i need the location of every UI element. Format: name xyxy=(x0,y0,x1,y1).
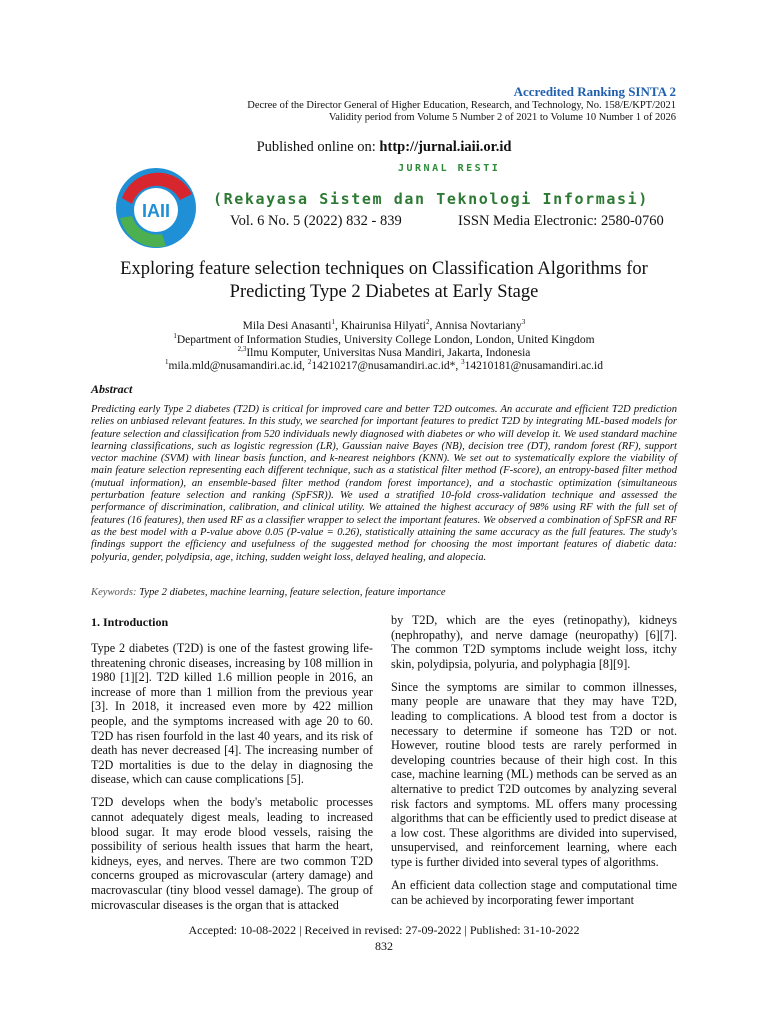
published-prefix: Published online on: xyxy=(256,139,380,155)
author-sup: 2 xyxy=(426,318,430,326)
iaii-logo xyxy=(108,160,204,256)
affiliation-text: Ilmu Komputer, Universitas Nusa Mandiri, Jakarta, Indonesia xyxy=(246,346,531,359)
publication-dates: Accepted: 10-08-2022 | Received in revised: 27-09-2022 | Published: 31-10-2022 xyxy=(188,923,580,937)
ranking-label: Accredited Ranking SINTA 2 xyxy=(513,84,676,99)
affiliation-sup: 1 xyxy=(173,332,177,340)
journal-name: JURNAL RESTI xyxy=(398,163,501,174)
decree-line-1: Decree of the Director General of Higher Education, Research, and Technology, No. 158/E/KPT/2021 xyxy=(247,100,676,111)
abstract-heading: Abstract xyxy=(91,382,133,396)
affiliation-2 xyxy=(0,345,768,359)
email-sup: 2 xyxy=(307,358,312,366)
keywords-label: Keywords: xyxy=(91,587,140,598)
author-emails xyxy=(0,358,768,372)
email-link[interactable]: 14210217@nusamandiri.ac.id*, xyxy=(311,359,462,372)
author-name: , Khairunisa Hilyati xyxy=(334,319,426,332)
title-line-1: Exploring feature selection techniques on Classification Algorithms for xyxy=(120,259,648,279)
paragraph: An efficient data collection stage and computational time can be achieved by incorporating fewer important xyxy=(391,878,677,907)
author-sup: 3 xyxy=(521,318,526,326)
keywords-text: Type 2 diabetes, machine learning, feature selection, feature importance xyxy=(139,587,446,598)
volume-info: Vol. 6 No. 5 (2022) 832 - 839 xyxy=(230,213,402,229)
keywords xyxy=(91,587,691,598)
email-sup: 1 xyxy=(165,358,169,366)
logo-text: IAII xyxy=(141,201,171,221)
paper-title xyxy=(80,258,688,304)
paragraph: T2D develops when the body's metabolic processes cannot adequately digest meals, leading to increased blood sugar. It may erode blood vessels, raising the possibility of serious health issues that harm the heart, kidneys, eyes, and nerves. There are two common T2D concerns grouped as microvascular (artery damage) and macrovascular (tiny blood vessel damage). The group of microvascular diseases is the organ that is attacked xyxy=(91,795,373,912)
author-name: Mila Desi Anasanti xyxy=(242,319,332,332)
abstract-text: Predicting early Type 2 diabetes (T2D) is critical for improved care and better T2D outcomes. An accurate and efficient T2D prediction relies on unbiased relevant features. In this study, we searched for important features to predict T2D by integrating ML-based models for feature selection and classification from 520 individuals newly diagnosed with diabetes or who will develop it. We used standard machine learning classifications, such as logistic regression (LR), Gaussian naive Bayes (NB), decision tree (DT), random forest (RF), support vector machine (SVM) with linear basis function, and k-nearest neighbors (KNN). We set out to systematically explore the viability of main feature selection representing each different technique, such as a statistical filter method (F-score), an entropy-based filter method (mutual information), an ensemble-based filter method (random forest importance), and a stochastic optimization (simultaneous perturbation feature selection and ranking (SpFSR)). We used a stratified 10-fold cross-validation technique and assessed the performance of discrimination, calibration, and clinical utility. We attained the highest accuracy of 98% using RF with the full set of features (16 features), then used RF as a classifier wrapper to select the important features. We observed a combination of SpFSR and RF as the best model with a P-value above 0.05 (P-value = 0.26), statistically attaining the same accuracy as the full features. The study's findings support the efficiency and usefulness of the suggested method for choosing the most important features of diabetic data: polyuria, gender, polydipsia, age, itching, sudden weight loss, delayed healing, and alopecia. xyxy=(91,404,677,563)
issn-info: ISSN Media Electronic: 2580-0760 xyxy=(458,213,664,229)
author-name: , Annisa Novtariany xyxy=(429,319,522,332)
section-heading: 1. Introduction xyxy=(91,615,169,629)
paragraph: by T2D, which are the eyes (retinopathy), kidneys (nephropathy), and nerve damage (neuropathy) [6][7]. The common T2D symptoms include weight loss, itchy skin, polydipsia, polyuria, and polyphagia [8][9]. xyxy=(391,613,677,671)
affiliation-sup: 2,3 xyxy=(237,345,247,353)
affiliation-text: Department of Information Studies, University College London, London, United Kingdom xyxy=(176,333,595,346)
left-column xyxy=(91,641,373,921)
affiliation-1 xyxy=(0,332,768,346)
paragraph: Type 2 diabetes (T2D) is one of the fastest growing life-threatening chronic diseases, increasing by 108 million in 1980 [1][2]. T2D killed 1.6 million people in 2016, an increase of more than 1 million from the previous year [3]. In 2018, it increased even more by 422 million people, and the symptoms increased with age 20 to 60. T2D has risen fourfold in the last 40 years, and its risk of death has never decreased [4]. The increasing number of T2D mortalities is due to the delay in diagnosing the disease, which can cause complications [5]. xyxy=(91,641,373,787)
email-link[interactable]: 14210181@nusamandiri.ac.id xyxy=(464,359,603,372)
paragraph: Since the symptoms are similar to common illnesses, many people are unaware that they may have T2D, leading to complications. A blood test from a doctor is necessary to determine if someone has T2D or not. However, routine blood tests are rarely performed in developing countries because of their high cost. In this case, machine learning (ML) methods can be served as an alternative to predict T2D outcomes by analyzing several risk factors and symptoms. ML offers many processing algorithms that can be efficiently used to predict disease at a low cost. These algorithms are divided into supervised, unsupervised, and reinforcement learning, where each type is further divided into several types of algorithms. xyxy=(391,679,677,869)
page-number: 832 xyxy=(375,939,393,953)
title-line-2: Predicting Type 2 Diabetes at Early Stage xyxy=(229,282,539,302)
author-list xyxy=(0,318,768,332)
right-column xyxy=(391,613,677,916)
decree-line-2: Validity period from Volume 5 Number 2 of 2021 to Volume 10 Number 1 of 2026 xyxy=(328,112,676,123)
journal-subtitle: (Rekayasa Sistem dan Teknologi Informasi) xyxy=(213,190,649,208)
email-sup: 3 xyxy=(461,358,465,366)
author-sup: 1 xyxy=(331,318,335,326)
published-online xyxy=(0,139,768,156)
journal-url-link[interactable]: http://jurnal.iaii.or.id xyxy=(379,139,512,155)
email-link[interactable]: mila.mld@nusamandiri.ac.id, xyxy=(168,359,308,372)
